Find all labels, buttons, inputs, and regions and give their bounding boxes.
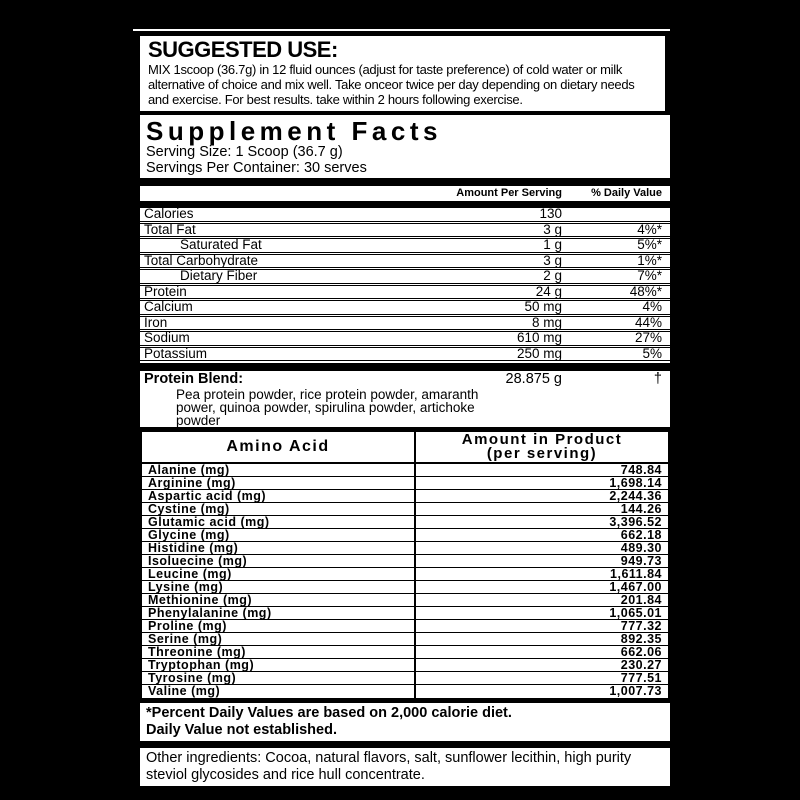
nutrition-row-sodium <box>140 331 670 346</box>
amino-name: Methionine (mg) <box>142 594 416 606</box>
nutrient-dv: 5%* <box>637 237 662 252</box>
nutrition-row-dietary-fiber <box>140 269 670 284</box>
amino-value: 662.06 <box>620 645 662 659</box>
nutrition-row-calcium <box>140 300 670 315</box>
column-header-row <box>140 186 670 201</box>
protein-blend-ingredients: Pea protein powder, rice protein powder, amaranth power, quinoa powder, spirulina powder, artichoke powder <box>176 387 479 428</box>
amino-name: Proline (mg) <box>142 620 416 632</box>
amino-value: 748.84 <box>620 463 662 477</box>
amino-value: 1,007.73 <box>609 684 662 698</box>
nutrient-amount: 8 mg <box>531 314 562 330</box>
footnote-panel <box>140 703 670 741</box>
nutrient-name: Sodium <box>144 330 190 345</box>
amino-value: 1,698.14 <box>609 476 662 490</box>
amino-value: 892.35 <box>620 632 662 646</box>
amino-name: Aspartic acid (mg) <box>142 490 416 502</box>
serving-size: Serving Size: 1 Scoop (36.7 g) <box>146 144 343 160</box>
suggested-use-body: MIX 1scoop (36.7g) in 12 fluid ounces (adjust for taste preference) of cold water or milk alternative of choice and mix well. Take onceor twice per day depending on dietary needs and exercise. For best results. take within 2 hours following exercise. <box>148 62 635 107</box>
column-header-amount: Amount Per Serving <box>456 187 562 199</box>
amino-value: 230.27 <box>620 658 662 672</box>
amino-value: 1,065.01 <box>609 606 662 620</box>
divider-bar-blend <box>140 363 670 371</box>
amino-name: Tryptophan (mg) <box>142 659 416 671</box>
other-ingredients-panel <box>140 748 670 786</box>
amino-name: Threonine (mg) <box>142 646 416 658</box>
nutrient-dv: 48%* <box>629 283 662 299</box>
amino-name: Serine (mg) <box>142 633 416 645</box>
amino-row-tyrosine <box>142 672 668 685</box>
nutrient-amount: 610 mg <box>516 330 562 345</box>
amino-value: 662.18 <box>620 528 662 542</box>
nutrient-name: Calcium <box>144 299 193 314</box>
amino-name: Tyrosine (mg) <box>142 672 416 684</box>
amino-value: 1,467.00 <box>609 580 662 594</box>
nutrition-row-potassium <box>140 347 670 362</box>
amino-name: Alanine (mg) <box>142 464 416 476</box>
nutrient-amount: 3 g <box>543 252 562 268</box>
amino-value: 777.32 <box>620 619 662 633</box>
nutrient-dv: 4%* <box>637 221 662 237</box>
nutrient-name: Calories <box>144 206 194 221</box>
nutrition-row-saturated-fat <box>140 238 670 253</box>
nutrient-name: Total Fat <box>144 221 196 237</box>
nutrient-dv: 1%* <box>637 252 662 268</box>
amount-header-line2: (per serving) <box>486 445 598 462</box>
nutrient-amount: 250 mg <box>516 345 562 361</box>
nutrient-amount: 1 g <box>543 237 562 252</box>
nutrient-name: Saturated Fat <box>180 237 262 252</box>
amino-name: Phenylalanine (mg) <box>142 607 416 619</box>
suggested-use-panel <box>140 36 665 111</box>
divider-bar-top <box>140 178 670 186</box>
footnote-not-established: Daily Value not established. <box>146 722 337 738</box>
nutrient-dv: 5% <box>642 345 662 361</box>
nutrient-dv: 7%* <box>637 268 662 283</box>
supplement-facts-title: Supplement Facts <box>146 116 442 146</box>
other-ingredients-text: Other ingredients: Cocoa, natural flavors, salt, sunflower lecithin, high purity steviol glycosides and rice hull concentrate. <box>146 750 632 783</box>
nutrient-amount: 130 <box>539 206 562 221</box>
nutrient-name: Protein <box>144 283 187 299</box>
amino-value: 2,244.36 <box>609 489 662 503</box>
protein-blend-label: Protein Blend: <box>144 371 244 387</box>
amino-value: 201.84 <box>620 593 662 607</box>
amino-name: Cystine (mg) <box>142 503 416 515</box>
amino-table-header <box>142 432 668 464</box>
nutrition-row-calories <box>140 207 670 222</box>
nutrient-dv: 27% <box>634 330 662 345</box>
nutrient-name: Dietary Fiber <box>180 268 258 283</box>
nutrient-dv: 4% <box>642 299 662 314</box>
amount-header-line1: Amount in Product <box>461 431 623 448</box>
nutrient-name: Iron <box>144 314 168 330</box>
amino-name: Glycine (mg) <box>142 529 416 541</box>
nutrient-dv: 44% <box>634 314 662 330</box>
amino-name: Histidine (mg) <box>142 542 416 554</box>
nutrient-name: Total Carbohydrate <box>144 252 259 268</box>
amount-in-product-column-header <box>416 432 668 462</box>
footnote-daily-values: *Percent Daily Values are based on 2,000 calorie diet. <box>146 705 512 721</box>
amino-name: Valine (mg) <box>142 685 416 698</box>
supplement-facts-panel <box>140 115 670 427</box>
column-header-daily-value: % Daily Value <box>591 187 662 199</box>
nutrition-row-total-carbohydrate <box>140 254 670 269</box>
nutrient-amount: 24 g <box>535 283 562 299</box>
protein-blend-dagger: † <box>653 371 662 387</box>
amino-value: 3,396.52 <box>609 515 662 529</box>
amino-value: 489.30 <box>620 541 662 555</box>
nutrient-amount: 50 mg <box>524 299 562 314</box>
amino-value: 777.51 <box>620 671 662 685</box>
amino-value: 1,611.84 <box>610 567 662 581</box>
amino-row-valine <box>142 685 668 698</box>
nutrient-name: Potassium <box>144 345 208 361</box>
amino-name: Glutamic acid (mg) <box>142 516 416 528</box>
suggested-use-title: SUGGESTED USE: <box>148 37 338 62</box>
amino-value: 949.73 <box>620 554 662 568</box>
nutrition-row-iron <box>140 316 670 331</box>
amino-name: Leucine (mg) <box>142 568 416 580</box>
protein-blend-amount: 28.875 g <box>505 371 562 387</box>
nutrient-amount: 2 g <box>543 268 562 283</box>
protein-blend-row <box>140 371 670 388</box>
amino-acid-column-header: Amino Acid <box>142 432 416 462</box>
top-white-line <box>133 29 670 31</box>
nutrition-row-protein <box>140 285 670 300</box>
amino-name: Lysine (mg) <box>142 581 416 593</box>
amino-acid-table <box>140 430 670 700</box>
amino-name: Isoluecine (mg) <box>142 555 416 567</box>
nutrition-row-total-fat <box>140 223 670 238</box>
servings-per-container: Servings Per Container: 30 serves <box>146 159 367 176</box>
nutrient-amount: 3 g <box>543 221 562 237</box>
amino-name: Arginine (mg) <box>142 477 416 489</box>
amino-value: 144.26 <box>620 502 662 516</box>
